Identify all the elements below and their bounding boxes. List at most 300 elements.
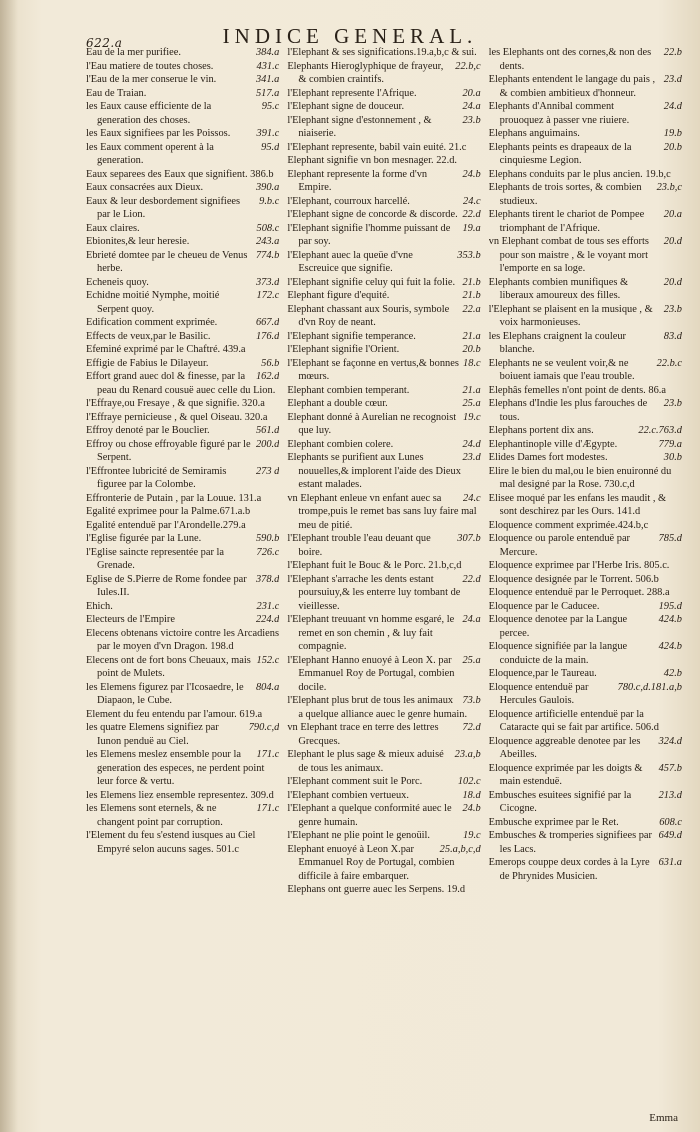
- index-entry: [86, 519, 279, 533]
- index-entry: [86, 289, 279, 316]
- index-entry: [86, 127, 279, 141]
- index-entry: [489, 829, 682, 856]
- index-entry-reference: 20.a: [462, 87, 481, 99]
- index-entry-reference: 20.d: [663, 276, 682, 288]
- index-entry: [86, 100, 279, 127]
- index-entry-reference: 152.c: [256, 654, 280, 666]
- index-entry: [287, 154, 480, 168]
- index-entry-reference: 649.d: [658, 830, 682, 841]
- index-entry: [489, 127, 682, 141]
- index-entry: [489, 357, 682, 384]
- index-entry: [489, 424, 682, 438]
- index-entry: [489, 438, 682, 452]
- index-entry-text: Elephants entendent le langage du pais , & combien ambitieux d'honneur.: [488, 74, 656, 99]
- index-entry: [489, 667, 682, 681]
- index-entry-reference: 561.d: [255, 425, 280, 436]
- index-entry-text: les Elemens sont eternels, & ne changent point par corruption.: [86, 803, 223, 828]
- index-entry-text: Elephants de trois sortes, & combien studieux.: [488, 182, 642, 207]
- index-entry: [287, 343, 480, 357]
- index-entry: [86, 438, 279, 465]
- index-entry-reference: 22.b,c: [455, 60, 481, 72]
- index-entry-reference: 790.c,d: [248, 722, 280, 733]
- index-entry: [489, 856, 682, 883]
- index-entry-reference: 25.a: [462, 398, 481, 409]
- index-entry-text: Embusches esuitees signifié par la Cicogne.: [488, 789, 632, 814]
- index-entry: [287, 249, 480, 276]
- index-entry: [86, 829, 279, 856]
- index-entry-text: l'Elephant treuuant vn homme esgaré, le remet en son chemin , & luy fait compagnie.: [287, 614, 455, 652]
- index-entry-text: l'Elephant signifie temperance.: [287, 330, 416, 342]
- index-entry-text: Edification comment exprimée.: [86, 317, 218, 328]
- index-entry: [86, 168, 279, 182]
- index-entry-reference: 22.a: [462, 303, 481, 315]
- index-entry-text: Elecens ont de fort bons Cheuaux, mais point de Mulets.: [86, 654, 251, 679]
- index-entry: [287, 397, 480, 411]
- index-entry-reference: 631.a: [658, 857, 682, 868]
- index-entry-text: l'Elephant fuit le Bouc & le Porc. 21.b,c,d: [287, 560, 462, 571]
- index-entry: [287, 303, 480, 330]
- index-entry-reference: 785.d: [658, 533, 682, 544]
- index-entry-text: Elephant donné à Aurelian ne recognoist que luy.: [287, 411, 457, 436]
- index-entry-reference: 22.b: [663, 47, 682, 58]
- index-entry: [86, 627, 279, 654]
- index-entry: [489, 789, 682, 816]
- index-entry-reference: 22.b.c: [656, 357, 682, 369]
- index-entry-text: les Elemens liez ensemble representez. 309.d: [86, 789, 274, 801]
- index-entry-reference: 30.b: [663, 452, 682, 463]
- index-entry: [489, 559, 682, 573]
- index-entry: [86, 249, 279, 276]
- index-entry: [489, 303, 682, 330]
- index-entry-reference: 774.b: [255, 249, 280, 261]
- index-entry: [287, 114, 480, 141]
- index-entry-text: Elephantinople ville d'Ægypte.: [488, 438, 618, 450]
- index-entry: [86, 357, 279, 371]
- index-entry-reference: 431.c: [256, 60, 280, 72]
- index-columns: [86, 46, 682, 1114]
- index-entry: [86, 532, 279, 546]
- index-entry-text: Elephâs femelles n'ont point de dents. 86.a: [488, 384, 666, 396]
- index-entry-reference: 273 d: [255, 465, 280, 477]
- index-entry: [86, 235, 279, 249]
- index-entry-text: Elephant represente la forme d'vn Empire.: [287, 168, 428, 193]
- index-entry: [489, 235, 682, 276]
- index-entry: [86, 316, 279, 330]
- index-entry: [86, 492, 279, 506]
- index-entry: [287, 357, 480, 384]
- index-entry-text: l'Effrontee lubricité de Semiramis figuree par la Colombe.: [86, 465, 227, 490]
- index-entry-reference: 213.d: [658, 789, 682, 801]
- index-entry-text: Eloquence comment exprimée.424.b,c: [488, 519, 649, 531]
- index-entry: [86, 141, 279, 168]
- index-entry: [287, 532, 480, 559]
- index-entry-text: Ebionites,& leur heresie.: [86, 236, 190, 247]
- index-entry-text: Eglise de S.Pierre de Rome fondee par Iules.II.: [86, 573, 247, 598]
- index-entry-text: l'Elephant signifie celuy qui fuit la folie.: [287, 276, 456, 288]
- index-entry-text: Eloquence,par le Taureau.: [488, 668, 597, 679]
- index-entry-reference: 590.b: [255, 533, 280, 544]
- index-column-3: [489, 46, 682, 1114]
- index-entry-text: Elephant le plus sage & mieux aduisé de tous les animaux.: [287, 749, 444, 774]
- index-entry: [287, 883, 480, 897]
- index-entry-reference: 20.d: [663, 236, 682, 247]
- index-entry-reference: 608.c: [659, 816, 682, 828]
- index-entry: [86, 195, 279, 222]
- index-entry-text: l'Elephant s'arrache les dents estant poursuiuy,& les enterre luy tombant de vieillesse.: [287, 573, 461, 612]
- index-entry-text: Egalité exprimee pour la Palme.671.a.b: [86, 506, 251, 517]
- index-entry: [489, 276, 682, 303]
- index-entry: [489, 397, 682, 424]
- index-entry-reference: 21.a: [462, 384, 481, 396]
- index-entry-text: l'Elephant signe d'estonnement , & niaiserie.: [287, 114, 432, 139]
- index-entry-text: Effronterie de Putain , par la Louue. 131.a: [86, 492, 262, 504]
- index-entry-text: l'Effraye pernicieuse , & quel Oiseau. 320.a: [86, 411, 268, 423]
- index-entry-text: vn Elephant trace en terre des lettres Grecques.: [287, 722, 439, 747]
- index-entry-text: Eaux claires.: [86, 222, 140, 234]
- index-entry-text: Eloquence denotee par la Langue percee.: [488, 614, 628, 639]
- index-entry-reference: 73.b: [462, 695, 481, 706]
- index-entry: [86, 276, 279, 290]
- index-entry-reference: 24.d: [462, 438, 481, 450]
- index-entry-reference: 171.c: [256, 749, 280, 760]
- index-entry-reference: 324.d: [658, 735, 682, 747]
- index-entry-reference: 23.a,b: [454, 749, 481, 760]
- index-entry-text: l'Elephant signe de douceur.: [287, 101, 405, 112]
- index-entry-text: Ehich.: [86, 600, 113, 612]
- index-entry-reference: 195.d: [658, 600, 682, 612]
- index-entry: [489, 586, 682, 600]
- index-entry: [86, 708, 279, 722]
- index-entry-text: l'Effraye,ou Fresaye , & que signifie. 320.a: [86, 398, 265, 409]
- index-entry: [287, 411, 480, 438]
- index-entry-reference: 21.b: [462, 290, 481, 301]
- index-entry-text: Elephans anguimains.: [488, 128, 580, 139]
- index-entry-text: Elephant signifie vn bon mesnager. 22.d.: [287, 155, 458, 166]
- index-entry-text: Elire le bien du mal,ou le bien enuironné du mal designé par la Rose. 730.c,d: [488, 465, 672, 490]
- index-entry-reference: 20.a: [663, 209, 682, 220]
- index-entry-text: Effigie de Fabius le Dilayeur.: [86, 357, 209, 369]
- index-entry-reference: 19.c: [463, 830, 481, 841]
- index-entry-text: les Elephans craignent la couleur blanche.: [488, 330, 626, 355]
- index-entry-text: Elisee moqué par les enfans les maudit , & sont deschirez par les Ours. 141.d: [488, 492, 667, 517]
- index-entry-reference: 24.a: [462, 101, 481, 112]
- index-entry: [86, 330, 279, 344]
- index-entry: [287, 829, 480, 843]
- index-entry-text: Echidne moitié Nymphe, moitié Serpent quoy.: [86, 290, 220, 315]
- index-entry-text: Effroy denoté par le Bouclier.: [86, 425, 210, 436]
- index-entry-reference: 23.d: [663, 74, 682, 85]
- index-entry: [489, 100, 682, 127]
- index-entry: [287, 559, 480, 573]
- index-entry-text: les Elemens meslez ensemble pour la generation des especes, ne perdent point leur force & vertu.: [86, 749, 265, 787]
- index-entry-reference: 42.b: [663, 668, 682, 679]
- index-entry-text: l'Elephant a quelque conformité auec le genre humain.: [287, 803, 452, 828]
- index-entry: [287, 330, 480, 344]
- index-entry-reference: 391.c: [256, 128, 280, 139]
- index-entry-reference: 457.b: [658, 762, 682, 774]
- index-entry: [287, 613, 480, 654]
- index-entry: [489, 168, 682, 182]
- index-entry: [287, 573, 480, 614]
- index-entry: [287, 748, 480, 775]
- index-entry-text: Electeurs de l'Empire: [86, 614, 176, 625]
- catchword: Emma: [649, 1112, 678, 1124]
- index-entry-reference: 19.a: [462, 222, 481, 234]
- index-entry: [287, 168, 480, 195]
- index-entry: [287, 141, 480, 155]
- index-entry: [287, 438, 480, 452]
- index-entry: [287, 100, 480, 114]
- index-entry-reference: 172.c: [256, 290, 280, 301]
- index-entry: [86, 397, 279, 411]
- index-entry-reference: 162.d: [255, 371, 280, 382]
- index-entry-text: Elephant combien temperant.: [287, 384, 410, 396]
- index-entry-text: Eloquence entenduë par le Perroquet. 288.a: [488, 587, 670, 598]
- index-entry-text: l'Elephant se façonne en vertus,& bonnes mœurs.: [287, 357, 459, 382]
- index-entry: [287, 60, 480, 87]
- index-entry: [86, 424, 279, 438]
- index-entry-text: Embusches & tromperies signifiees par les Lacs.: [488, 830, 652, 855]
- index-entry: [86, 505, 279, 519]
- index-entry-reference: 24.d: [663, 101, 682, 112]
- index-entry: [86, 222, 279, 236]
- index-entry-text: Effects de veux,par le Basilic.: [86, 330, 211, 342]
- index-entry-reference: 726.c: [256, 546, 280, 558]
- index-entry: [86, 748, 279, 789]
- index-entry-text: l'Elephant combien vertueux.: [287, 789, 409, 801]
- index-entry-text: Element du feu entendu par l'amour. 619.a: [86, 708, 263, 720]
- index-entry-text: Elephants combien munifiques & liberaux amoureux des filles.: [488, 276, 629, 301]
- index-entry: [86, 721, 279, 748]
- index-entry-text: Eau de la mer purifiee.: [86, 47, 181, 58]
- index-entry-reference: 20.b: [663, 141, 682, 153]
- index-entry: [287, 843, 480, 884]
- index-entry-text: Eloquence ou parole entenduë par Mercure.: [488, 533, 631, 558]
- index-entry-reference: 307.b: [457, 533, 481, 544]
- index-entry: [287, 775, 480, 789]
- index-entry: [489, 384, 682, 398]
- index-entry-text: l'Elephant ne plie point le genoüil.: [287, 830, 431, 841]
- index-entry-reference: 373.d: [255, 276, 280, 288]
- index-entry-reference: 378.d: [255, 573, 280, 585]
- index-entry-text: l'Elephant signifie l'Orient.: [287, 344, 400, 355]
- index-entry-text: Embusche exprimee par le Ret.: [488, 816, 619, 828]
- index-entry-text: les Eaux signifiees par les Poissos.: [86, 128, 231, 139]
- index-entry: [489, 532, 682, 559]
- index-entry-text: l'Elephant, courroux harcellé.: [287, 195, 410, 207]
- index-entry-text: Elephants tirent le chariot de Pompee triomphant de l'Afrique.: [488, 209, 645, 234]
- index-entry-text: l'Eglise saincte representée par la Grenade.: [86, 546, 225, 571]
- index-entry-reference: 19.b: [663, 128, 682, 139]
- page-number: 622.a: [86, 36, 123, 50]
- index-entry-text: l'Eglise figurée par la Lune.: [86, 533, 202, 544]
- index-entry: [287, 451, 480, 492]
- index-entry-text: les Eaux cause efficiente de la generation des choses.: [86, 101, 212, 126]
- index-entry-text: Ebrieté domtee par le cheueu de Venus herbe.: [86, 249, 248, 274]
- index-entry-text: Eloquence artificielle entenduë par la Cataracte qui se fait par artifice. 506.d: [488, 708, 659, 733]
- index-entry-text: Elephans portent dix ans.: [488, 425, 594, 436]
- index-entry: [489, 492, 682, 519]
- index-entry-text: Eloquence exprimee par l'Herbe Iris. 805.c.: [488, 560, 670, 571]
- index-entry-text: les Elephants ont des cornes,& non des dents.: [488, 47, 652, 72]
- index-entry-reference: 200.d: [255, 438, 280, 450]
- index-entry: [86, 802, 279, 829]
- index-entry: [489, 330, 682, 357]
- index-entry-reference: 23.b: [663, 398, 682, 409]
- index-entry-reference: 20.b: [462, 344, 481, 355]
- index-column-2: [287, 46, 480, 1114]
- index-entry-text: l'Elephant auec la queüe d'vne Escreuice que signifie.: [287, 249, 413, 274]
- index-entry-text: Eaux consacrées aux Dieux.: [86, 182, 204, 193]
- index-entry-text: Egalité entenduë par l'Arondelle.279.a: [86, 519, 246, 531]
- index-entry-text: Elephant figure d'equité.: [287, 290, 390, 301]
- index-entry: [287, 492, 480, 533]
- index-entry: [86, 73, 279, 87]
- index-entry: [489, 465, 682, 492]
- index-entry-reference: 390.a: [255, 182, 280, 193]
- index-entry-reference: 21.a: [462, 330, 481, 342]
- index-entry-reference: 24.c: [463, 492, 481, 504]
- index-entry: [86, 465, 279, 492]
- index-entry-text: Echeneis quoy.: [86, 276, 149, 288]
- index-entry-text: l'Elephant plus brut de tous les animaux a quelque alliance auec le genre humain.: [287, 695, 468, 720]
- index-entry: [287, 222, 480, 249]
- index-entry-text: l'Elephant represente l'Afrique.: [287, 87, 417, 99]
- index-entry-text: Eaux & leur desbordement signifiees par le Lion.: [86, 195, 241, 220]
- index-entry-text: l'Elephant Hanno enuoyé à Leon X. par Emmanuel Roy de Portugal, combien docile.: [287, 654, 455, 693]
- index-entry: [86, 60, 279, 74]
- index-entry-text: Elephans ont guerre auec les Serpens. 19.d: [287, 884, 466, 895]
- index-entry-reference: 56.b: [261, 357, 280, 369]
- index-entry: [287, 289, 480, 303]
- index-entry-reference: 22.c.763.d: [638, 425, 682, 436]
- index-entry-text: l'Eau de la mer conserue le vin.: [86, 74, 217, 85]
- index-entry-text: l'Elephant se plaisent en la musique , & voix harmonieuses.: [488, 303, 653, 328]
- index-entry-text: Eloquence par le Caducee.: [488, 600, 600, 612]
- index-entry-text: Effroy ou chose effroyable figuré par le Serpent.: [86, 438, 251, 463]
- index-entry-reference: 804.a: [255, 681, 280, 693]
- index-entry: [86, 370, 279, 397]
- index-entry-text: Elephants Hieroglyphique de frayeur, & combien craintifs.: [287, 60, 444, 85]
- index-entry: [489, 208, 682, 235]
- index-entry-reference: 18.c: [463, 357, 481, 369]
- index-entry-text: Eloquence entenduë par Hercules Gaulois.: [488, 681, 589, 706]
- index-entry-reference: 95.d: [261, 141, 280, 153]
- index-entry-text: Efeminé exprimé par le Chaftré. 439.a: [86, 344, 246, 355]
- index-entry: [287, 694, 480, 721]
- index-entry-text: Elides Dames fort modestes.: [488, 452, 608, 463]
- running-title: INDICE GENERAL.: [222, 24, 478, 48]
- binding-shadow: [0, 0, 18, 1132]
- index-entry: [86, 600, 279, 614]
- index-entry-text: Elephant enuoyé à Leon X.par Emmanuel Roy de Portugal, combien difficile à faire embarquer.: [287, 843, 455, 882]
- index-entry-text: Eau de Traian.: [86, 87, 147, 99]
- index-entry-text: Eloquence designée par le Torrent. 506.b: [488, 573, 659, 585]
- index-entry-reference: 25.a,b,c,d: [439, 843, 481, 855]
- index-entry-text: Elecens obtenans victoire contre les Arcadiens par le moyen d'vn Dragon. 198.d: [86, 627, 280, 652]
- index-entry-reference: 23.b: [462, 114, 481, 126]
- index-entry-reference: 780.c,d.181.a,b: [617, 681, 682, 693]
- index-entry-reference: 24.b: [462, 803, 481, 814]
- index-entry-text: l'Eau matiere de toutes choses.: [86, 60, 214, 72]
- index-entry-text: les Eaux comment operent à la generation.: [86, 141, 214, 166]
- index-entry: [287, 384, 480, 398]
- index-entry-reference: 243.a: [255, 236, 280, 247]
- index-entry: [489, 816, 682, 830]
- index-entry-text: Elephants peints es drapeaux de la cinquiesme Legion.: [488, 141, 632, 166]
- index-entry-text: Emerops couppe deux cordes à la Lyre de Phrynides Musicien.: [488, 857, 650, 882]
- index-entry-text: l'Elephant trouble l'eau deuant que boire.: [287, 533, 431, 558]
- index-entry: [489, 573, 682, 587]
- index-entry-text: l'Elephant signifie l'homme puissant de par soy.: [287, 222, 451, 247]
- index-entry-reference: 176.d: [255, 330, 280, 342]
- index-entry-reference: 517.a: [255, 87, 280, 99]
- index-entry-reference: 23.d: [462, 452, 481, 463]
- index-entry: [489, 640, 682, 667]
- index-entry-reference: 18.d: [462, 789, 481, 801]
- index-entry-reference: 22.d: [462, 573, 481, 585]
- index-entry-text: Elephants ne se veulent voir,& ne boiuent iamais que l'eau trouble.: [488, 357, 635, 382]
- index-entry-text: l'Elephant signe de concorde & discorde.: [287, 209, 458, 220]
- index-entry: [489, 46, 682, 73]
- index-entry-reference: 508.c: [256, 222, 280, 234]
- index-entry-text: vn Elephant enleue vn enfant auec sa trompe,puis le remet bas sans luy faire mal meu de pitié.: [287, 492, 477, 531]
- index-entry: [287, 208, 480, 222]
- index-entry-reference: 21.b: [462, 276, 481, 288]
- index-entry-reference: 23.b,c: [656, 182, 682, 193]
- index-entry: [287, 802, 480, 829]
- index-entry: [489, 613, 682, 640]
- index-entry-text: les Elemens figurez par l'Icosaedre, le Diapaon, le Cube.: [86, 681, 244, 706]
- index-entry: [86, 411, 279, 425]
- index-column-1: [86, 46, 279, 1114]
- index-entry-reference: 424.b: [658, 614, 682, 625]
- index-entry-reference: 353.b: [457, 249, 481, 261]
- index-entry: [489, 73, 682, 100]
- index-entry-reference: 95.c: [261, 101, 280, 112]
- index-entry: [86, 46, 279, 60]
- index-entry: [287, 87, 480, 101]
- index-entry-text: Effort grand auec dol & finesse, par la peau du Renard cousuë auec celle du Lion.: [86, 371, 276, 396]
- index-entry: [489, 708, 682, 735]
- index-entry-reference: 22.d: [462, 209, 481, 220]
- index-entry-reference: 341.a: [255, 74, 280, 85]
- index-entry: [489, 141, 682, 168]
- index-entry-reference: 72.d: [462, 722, 481, 733]
- index-entry: [489, 681, 682, 708]
- index-entry: [86, 181, 279, 195]
- index-entry: [287, 195, 480, 209]
- index-entry: [489, 181, 682, 208]
- index-entry-reference: 19.c: [463, 411, 481, 423]
- index-entry: [86, 613, 279, 627]
- index-entry-text: l'Elephant comment suit le Porc.: [287, 776, 423, 787]
- index-entry-text: Eloquence exprimée par les doigts & main estenduë.: [488, 762, 643, 787]
- index-entry: [287, 654, 480, 695]
- index-entry-reference: 23.b: [663, 303, 682, 315]
- index-entry-reference: 224.d: [255, 614, 280, 625]
- index-entry: [86, 654, 279, 681]
- index-entry: [86, 87, 279, 101]
- index-entry: [489, 600, 682, 614]
- index-entry-reference: 102.c: [457, 776, 481, 787]
- index-entry-reference: 9.b.c: [259, 195, 280, 207]
- index-entry-reference: 424.b: [658, 641, 682, 652]
- index-entry-reference: 83.d: [663, 330, 682, 342]
- index-entry-text: Eloquence aggreable denotee par les Abeilles.: [488, 735, 641, 760]
- index-entry: [287, 789, 480, 803]
- index-entry-reference: 24.b: [462, 168, 481, 180]
